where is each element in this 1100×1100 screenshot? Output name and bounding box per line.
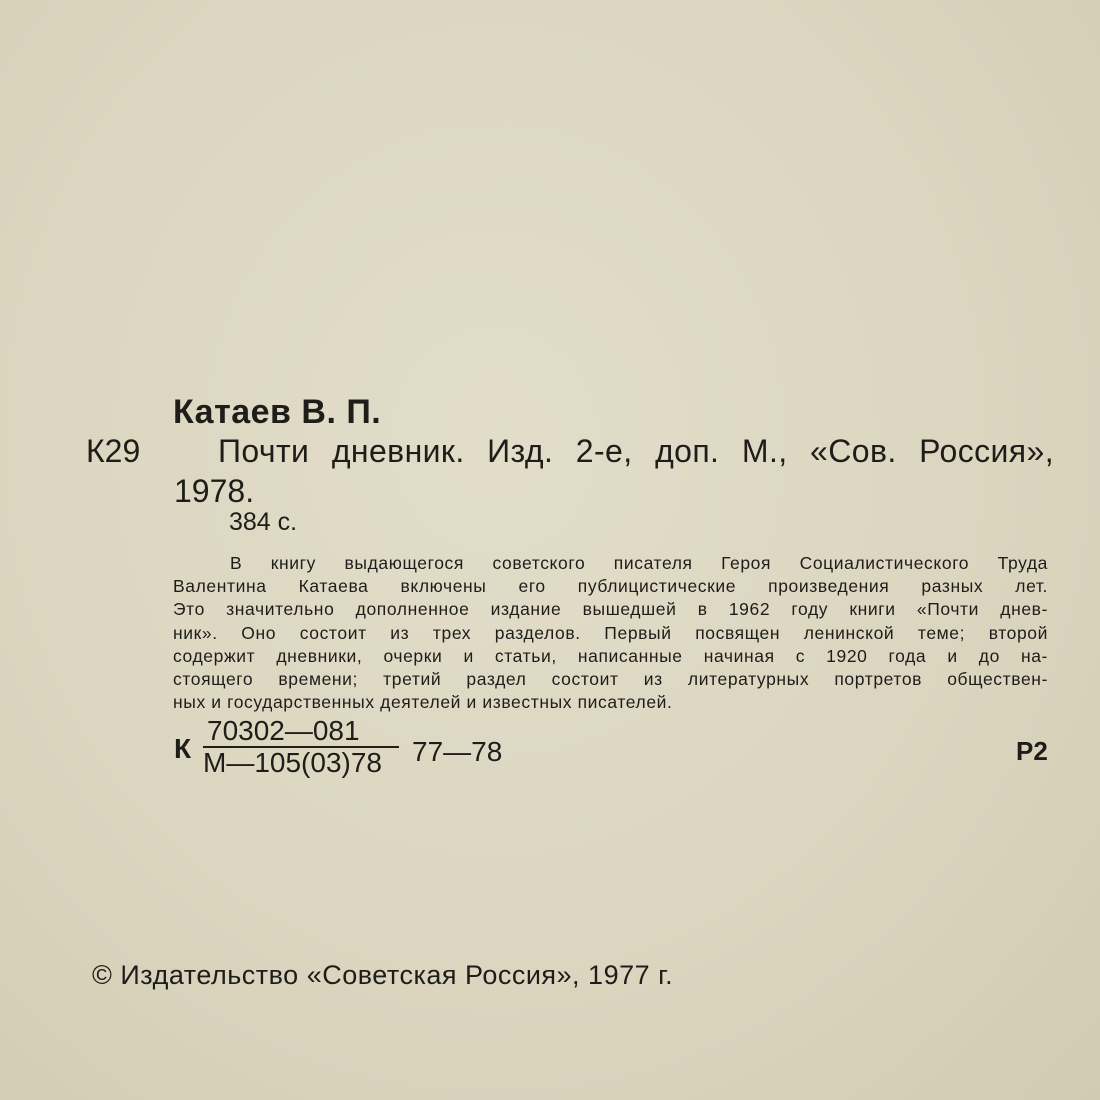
classification-code: Р2 xyxy=(1016,736,1048,766)
catalog-index: К29 xyxy=(86,433,141,469)
classification-letter: К xyxy=(174,733,192,764)
fraction-numerator: 70302—081 xyxy=(207,715,360,746)
annotation-line: стоящего времени; третий раздел состоит из литературных портретов обществен- xyxy=(173,669,1048,690)
title-line: Почти дневник. Изд. 2-е, доп. М., «Сов. Россия», xyxy=(218,433,1054,469)
classification-fraction xyxy=(203,716,399,778)
annotation-line: содержит дневники, очерки и статьи, написанные начиная с 1920 года и до на- xyxy=(173,645,1048,666)
annotation-line: ных и государственных деятелей и известных писателей. xyxy=(173,692,673,713)
page-count: 384 с. xyxy=(229,508,298,536)
annotation-line: Это значительно дополненное издание вышедшей в 1962 году книги «Почти днев- xyxy=(173,599,1048,620)
copyright-notice: © Издательство «Советская Россия», 1977 г. xyxy=(92,960,674,990)
classification-range: 77—78 xyxy=(412,736,503,767)
annotation-line: ник». Оно состоит из трех разделов. Первый посвящен ленинской теме; второй xyxy=(173,622,1048,643)
annotation-line: В книгу выдающегося советского писателя Героя Социалистического Труда xyxy=(230,553,1048,573)
fraction-denominator: М—105(03)78 xyxy=(203,747,382,778)
annotation xyxy=(173,552,1048,714)
author-name: Катаев В. П. xyxy=(173,393,382,431)
annotation-line: Валентина Катаева включены его публицистические произведения разных лет. xyxy=(173,576,1048,597)
publication-year: 1978. xyxy=(174,473,255,509)
